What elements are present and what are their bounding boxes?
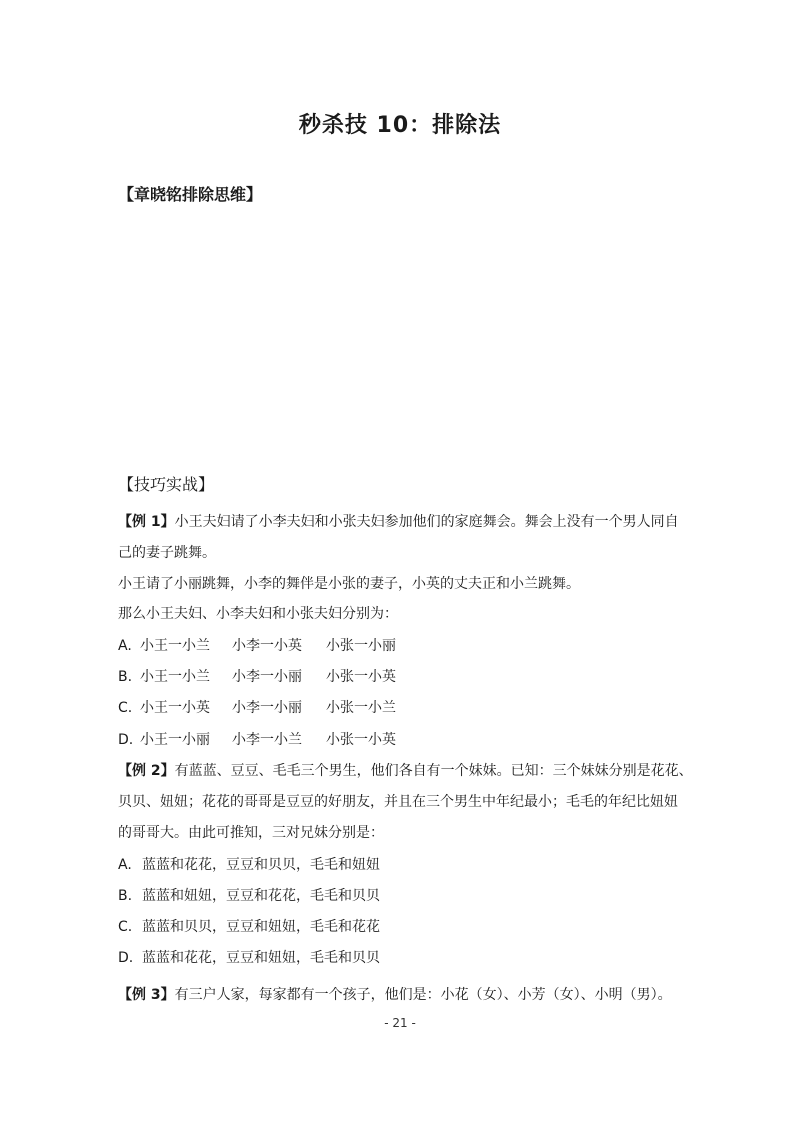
section-heading-practice: 【技巧实战】 [118, 475, 215, 494]
example-2-option-c: C. 蓝蓝和贝贝，豆豆和妞妞，毛毛和花花 [118, 919, 380, 935]
section-heading-thinking: 【章晓铭排除思维】 [118, 185, 263, 204]
example-2-line-1: 【例 2】有蓝蓝、豆豆、毛毛三个男生，他们各自有一个妹妹。已知：三个妹妹分别是花花、 [118, 763, 693, 779]
example-1-option-a: A. 小王一小兰 小李一小英 小张一小丽 [118, 638, 396, 654]
example-1-line-3: 小王请了小丽跳舞，小李的舞伴是小张的妻子，小英的丈夫正和小兰跳舞。 [118, 576, 580, 592]
page-title: 秒杀技 10：排除法 [298, 113, 502, 138]
example-2-option-d: D. 蓝蓝和花花，豆豆和妞妞，毛毛和贝贝 [118, 950, 380, 966]
example-1-option-b: B. 小王一小兰 小李一小丽 小张一小英 [118, 669, 396, 685]
example-2-line-3: 的哥哥大。由此可推知，三对兄妹分别是： [118, 825, 384, 841]
example-1-option-d: D. 小王一小丽 小李一小兰 小张一小英 [118, 732, 396, 748]
example-3-tag: 【例 3】 [118, 987, 175, 1003]
example-1-line-1: 【例 1】小王夫妇请了小李夫妇和小张夫妇参加他们的家庭舞会。舞会上没有一个男人同自 [118, 514, 679, 530]
example-1-line-2: 己的妻子跳舞。 [118, 545, 216, 561]
example-2-line-2: 贝贝、妞妞；花花的哥哥是豆豆的好朋友，并且在三个男生中年纪最小；毛毛的年纪比妞妞 [118, 794, 678, 810]
example-2-option-a: A. 蓝蓝和花花，豆豆和贝贝，毛毛和妞妞 [118, 857, 380, 873]
example-3-line-1: 【例 3】有三户人家，每家都有一个孩子，他们是：小花（女）、小芳（女）、小明（男）。 [118, 987, 672, 1003]
example-1-tag: 【例 1】 [118, 514, 175, 530]
example-1-option-c: C. 小王一小英 小李一小丽 小张一小兰 [118, 700, 396, 716]
page-number: - 21 - [384, 1016, 416, 1030]
example-2-tag: 【例 2】 [118, 763, 175, 779]
example-1-line-4: 那么小王夫妇、小李夫妇和小张夫妇分别为： [118, 606, 398, 622]
example-2-option-b: B. 蓝蓝和妞妞，豆豆和花花，毛毛和贝贝 [118, 888, 380, 904]
